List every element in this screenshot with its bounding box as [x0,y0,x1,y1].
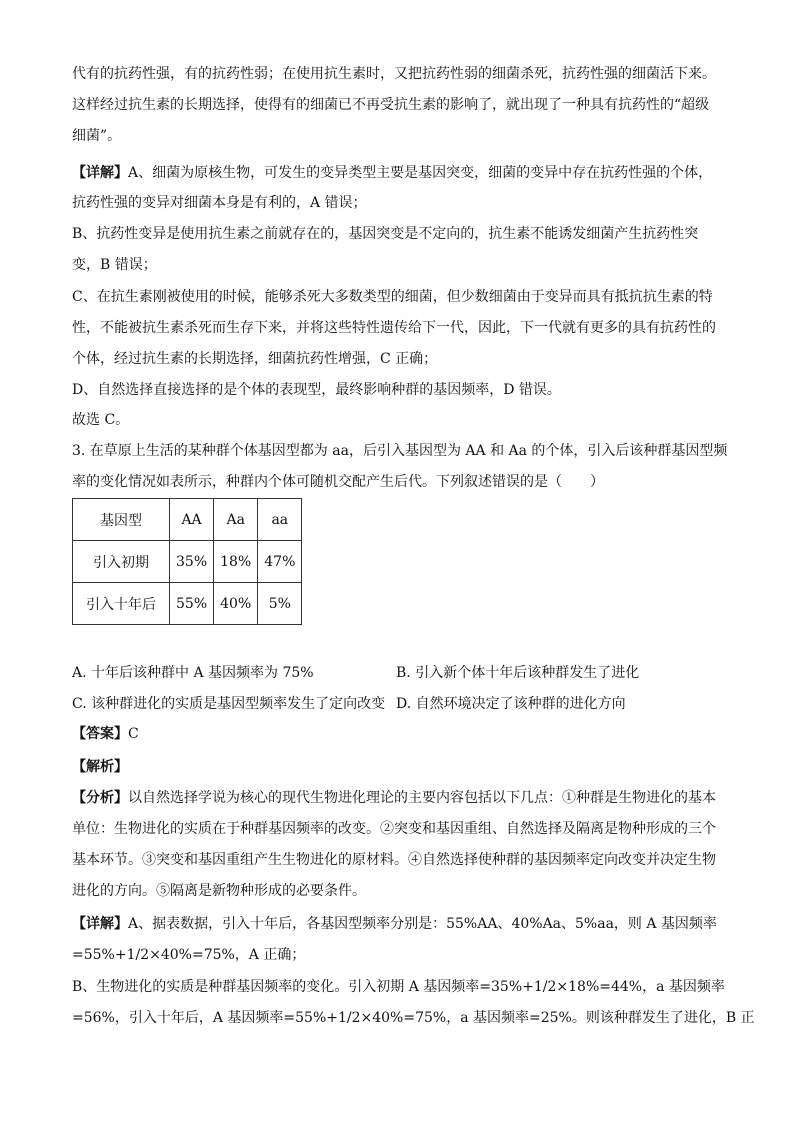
analysis-tag: 【解析】 [72,759,128,775]
table-cell: 引入十年后 [73,583,170,625]
text-line: B、抗药性变异是使用抗生素之前就存在的，基因突变是不定向的，抗生素不能诱发细菌产生抗药性突 [72,226,699,242]
table-cell: 40% [214,583,258,625]
table-row [73,541,302,583]
table-header-cell: Aa [214,499,258,541]
text-line: 这样经过抗生素的长期选择，使得有的细菌已不再受抗生素的影响了，就出现了一种具有抗药性的“超级 [72,97,710,113]
table-cell: 引入初期 [73,541,170,583]
analysis-sub-tag: 【分析】 [72,790,128,806]
text-line: 代有的抗药性强，有的抗药性弱；在使用抗生素时，又把抗药性弱的细菌杀死，抗药性强的细菌活下来。 [72,66,716,82]
table-header-cell: 基因型 [73,499,170,541]
table-cell: 35% [170,541,214,583]
table-row [73,583,302,625]
text-line [72,914,732,934]
table-header-row [73,499,302,541]
option-b: B. 引入新个体十年后该种群发生了进化 [396,665,640,681]
table-cell: 5% [258,583,302,625]
text-line: 基本环节。③突变和基因重组产生生物进化的原材料。④自然选择使种群的基因频率定向改变并决定生物 [72,852,716,868]
text-line: 进化的方向。⑤隔离是新物种形成的必要条件。 [72,883,366,899]
genotype-frequency-table [72,498,302,625]
text-line [72,163,732,183]
option-a: A. 十年后该种群中 A 基因频率为 75% [72,665,314,681]
answer-tag: 【答案】 [72,726,128,742]
question-stem: 3. 在草原上生活的某种群个体基因型都为 aa，后引入基因型为 AA 和 Aa 的个体，引入后该种群基因型频 [72,443,728,459]
text-line: D、自然选择直接选择的是个体的表现型，最终影响种群的基因频率，D 错误。 [72,382,561,398]
text-line: B、生物进化的实质是种群基因频率的变化。引入初期 A 基因频率=35%+1/2×18%=44%，a 基因频率 [72,979,725,995]
question-stem: 率的变化情况如表所示，种群内个体可随机交配产生后代。下列叙述错误的是（ ） [72,474,604,490]
text-line: =56%，引入十年后，A 基因频率=55%+1/2×40%=75%，a 基因频率=25%。则该种群发生了进化，B 正 [72,1010,755,1026]
text-line [72,788,732,808]
detail-tag: 【详解】 [72,165,128,181]
option-c: C. 该种群进化的实质是基因型频率发生了定向改变 [72,696,386,712]
analysis-text: 以自然选择学说为核心的现代生物进化理论的主要内容包括以下几点：①种群是生物进化的基本 [128,790,716,806]
table-header-cell: aa [258,499,302,541]
text-line: 抗药性强的变异对细菌本身是有利的，A 错误； [72,195,367,211]
detail-tag: 【详解】 [72,916,128,932]
table-cell: 47% [258,541,302,583]
answer-line [72,724,732,744]
text-line: 故选 C。 [72,412,130,428]
text-line: 性，不能被抗生素杀死而生存下来，并将这些特性遗传给下一代，因此，下一代就有更多的具有抗药性的 [72,320,716,336]
analysis-heading [72,757,732,777]
option-d: D. 自然环境决定了该种群的进化方向 [396,696,626,712]
text-line: =55%+1/2×40%=75%，A 正确； [72,947,306,963]
text-line: 个体，经过抗生素的长期选择，细菌抗药性增强，C 正确； [72,351,438,367]
text-line: C、在抗生素刚被使用的时候，能够杀死大多数类型的细菌，但少数细菌由于变异而具有抵抗抗生素的特 [72,289,713,305]
table-header-cell: AA [170,499,214,541]
text-line: 细菌”。 [72,128,122,144]
answer-value: C [128,726,139,742]
detail-text: A、据表数据，引入十年后，各基因型频率分别是：55%AA、40%Aa、5%aa，则 A 基因频率 [128,916,717,932]
text-line: 单位：生物进化的实质在于种群基因频率的改变。②突变和基因重组、自然选择及隔离是物种形成的三个 [72,821,716,837]
table-cell: 55% [170,583,214,625]
text-line: 变，B 错误； [72,257,157,273]
detail-text: A、细菌为原核生物，可发生的变异类型主要是基因突变，细菌的变异中存在抗药性强的个体， [128,165,713,181]
table-cell: 18% [214,541,258,583]
